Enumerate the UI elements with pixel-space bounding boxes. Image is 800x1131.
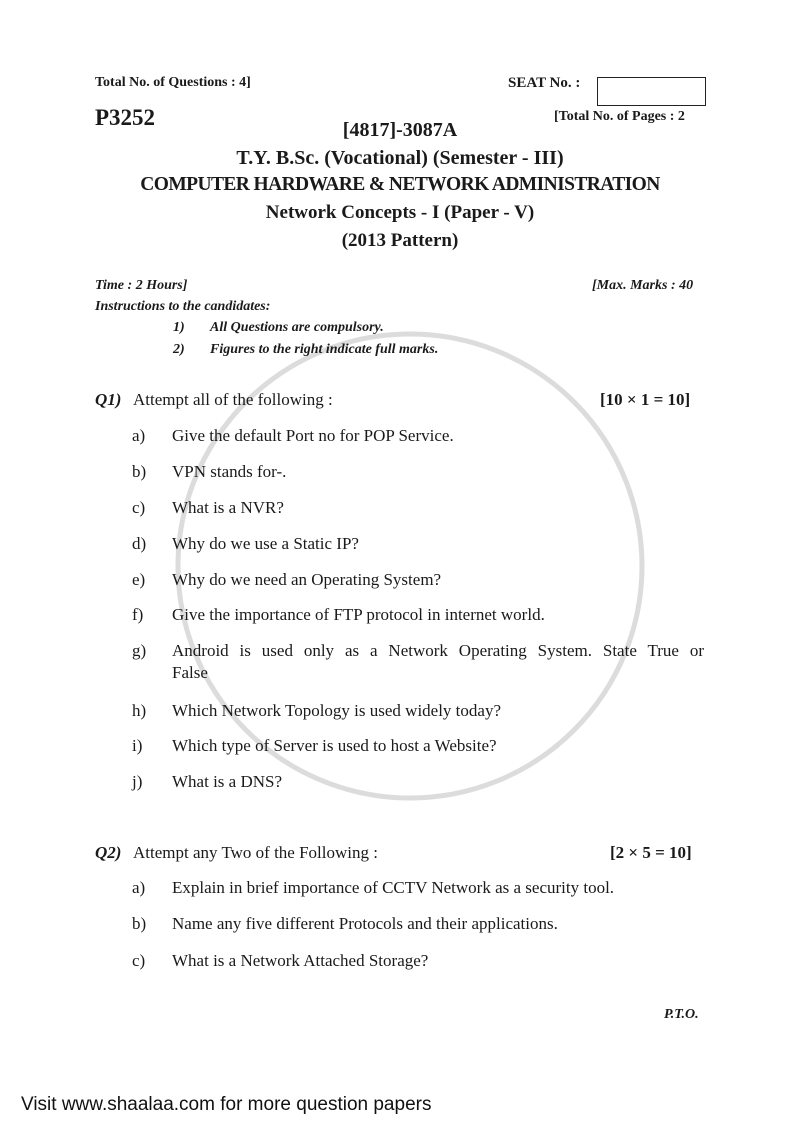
question-text: Give the importance of FTP protocol in internet world. xyxy=(172,605,545,624)
q2-marks: [2 × 5 = 10] xyxy=(610,843,692,862)
question-label: e) xyxy=(132,570,146,589)
q1-number: Q1) xyxy=(95,390,122,409)
question-text: VPN stands for-. xyxy=(172,462,287,481)
question-text: Why do we use a Static IP? xyxy=(172,534,359,553)
question-label: d) xyxy=(132,534,147,553)
question-label: j) xyxy=(132,772,143,791)
q1-title: Attempt all of the following : xyxy=(133,390,333,409)
question-label: c) xyxy=(132,498,146,517)
question-text: Which Network Topology is used widely today? xyxy=(172,701,501,720)
instruction-number: 2) xyxy=(173,342,185,357)
seat-label: SEAT No. : xyxy=(508,75,581,91)
question-label: a) xyxy=(132,878,146,897)
instruction-text: All Questions are compulsory. xyxy=(210,320,384,335)
question-text: Android is used only as a Network Operating System. State True or xyxy=(172,641,704,660)
question-text: Why do we need an Operating System? xyxy=(172,570,442,589)
course: T.Y. B.Sc. (Vocational) (Semester - III) xyxy=(236,147,564,169)
instruction-number: 1) xyxy=(173,320,185,335)
time: Time : 2 Hours] xyxy=(95,278,188,293)
question-label: i) xyxy=(132,736,143,755)
question-text: Give the default Port no for POP Service. xyxy=(172,426,454,445)
max-marks: [Max. Marks : 40 xyxy=(592,278,694,293)
question-text: Name any five different Protocols and their applications. xyxy=(172,914,558,933)
question-text: What is a DNS? xyxy=(172,772,283,791)
q2-title: Attempt any Two of the Following : xyxy=(133,843,378,862)
subject: COMPUTER HARDWARE & NETWORK ADMINISTRATION xyxy=(140,174,660,195)
q2-number: Q2) xyxy=(95,843,122,862)
pattern: (2013 Pattern) xyxy=(341,230,459,251)
question-text: Which type of Server is used to host a Website? xyxy=(172,736,497,755)
paper-title: Network Concepts - I (Paper - V) xyxy=(265,202,535,223)
question-label: f) xyxy=(132,605,144,624)
total-pages: [Total No. of Pages : 2 xyxy=(554,109,685,124)
question-label: b) xyxy=(132,914,147,933)
question-text: What is a NVR? xyxy=(172,498,284,517)
question-label: b) xyxy=(132,462,147,481)
total-questions: Total No. of Questions : 4] xyxy=(95,75,251,90)
question-label: h) xyxy=(132,701,147,720)
q1-marks: [10 × 1 = 10] xyxy=(600,390,691,409)
question-text: Explain in brief importance of CCTV Network as a security tool. xyxy=(172,878,615,897)
exam-code: [4817]-3087A xyxy=(342,119,458,141)
question-label: a) xyxy=(132,426,146,445)
question-label: c) xyxy=(132,951,146,970)
question-label: g) xyxy=(132,641,147,660)
pto: P.T.O. xyxy=(664,1007,699,1022)
seat-number-box xyxy=(597,77,706,106)
instruction-text: Figures to the right indicate full marks. xyxy=(210,342,439,357)
footer-link[interactable]: Visit www.shaalaa.com for more question papers xyxy=(21,1094,432,1115)
question-text-continued: False xyxy=(172,663,208,682)
instructions-title: Instructions to the candidates: xyxy=(95,299,271,314)
paper-code: P3252 xyxy=(95,105,156,130)
question-text: What is a Network Attached Storage? xyxy=(172,951,429,970)
